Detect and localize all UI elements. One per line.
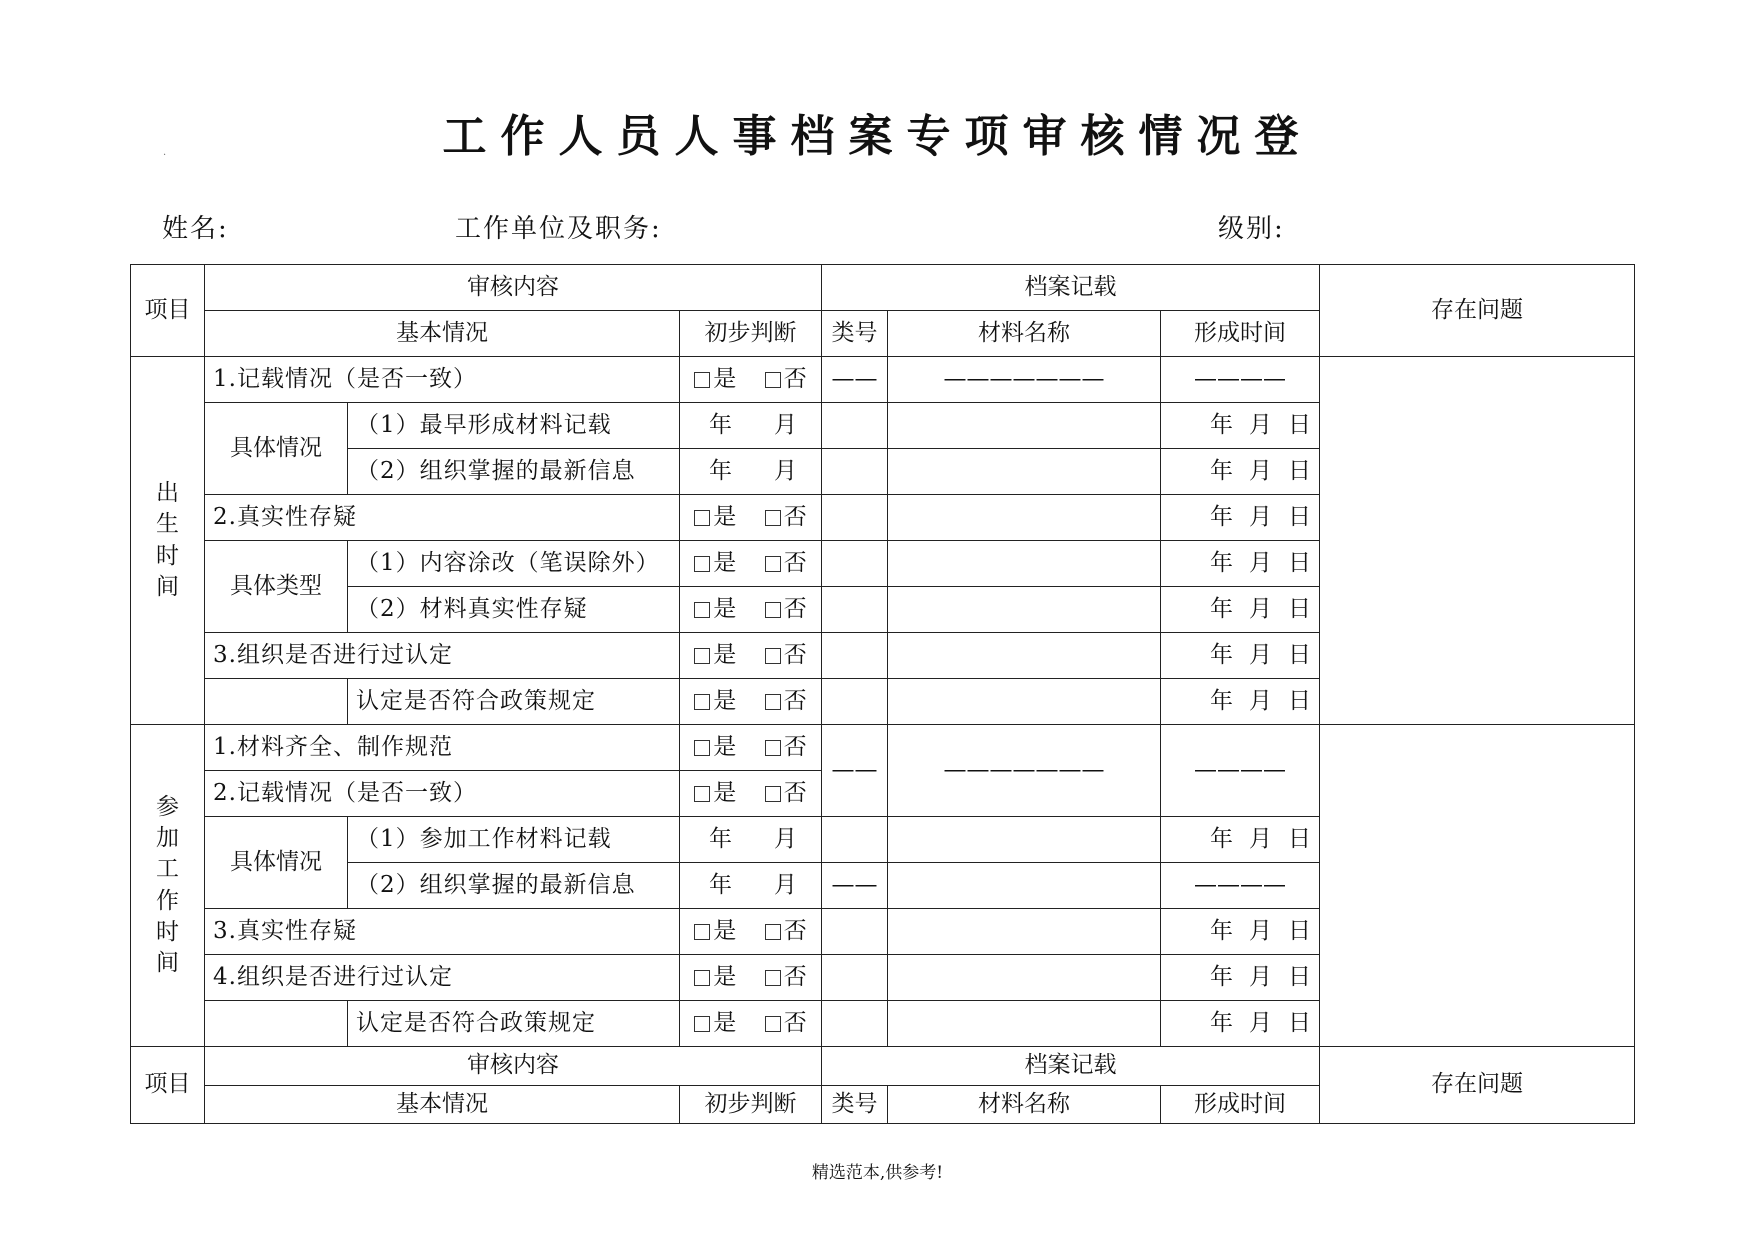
year-month[interactable]: 年 月 bbox=[680, 403, 822, 449]
header-archive: 档案记载 bbox=[822, 1047, 1320, 1086]
yes-no-check[interactable]: 是 否 bbox=[680, 541, 822, 587]
row-label: （1）内容涂改（笔误除外） bbox=[348, 541, 680, 587]
header-prelim: 初步判断 bbox=[680, 311, 822, 357]
checkbox-icon bbox=[765, 970, 781, 986]
year-month[interactable]: 年 月 bbox=[680, 863, 822, 909]
section-label-work: 参 加 工 作 时 间 bbox=[131, 725, 205, 1047]
dash: ———— bbox=[1161, 725, 1320, 817]
date-cell[interactable]: 年 月 日 bbox=[1161, 495, 1320, 541]
checkbox-icon bbox=[694, 648, 710, 664]
checkbox-icon bbox=[694, 556, 710, 572]
checkbox-icon bbox=[765, 786, 781, 802]
checkbox-icon bbox=[765, 740, 781, 756]
header-archive: 档案记载 bbox=[822, 265, 1320, 311]
row-label: 认定是否符合政策规定 bbox=[348, 1001, 680, 1047]
row-label: 3.组织是否进行过认定 bbox=[205, 633, 680, 679]
corner-mark: · bbox=[163, 150, 167, 161]
header-audit: 审核内容 bbox=[205, 265, 822, 311]
checkbox-icon bbox=[765, 648, 781, 664]
header-material: 材料名称 bbox=[888, 311, 1161, 357]
yes-no-check[interactable]: 是 否 bbox=[680, 587, 822, 633]
date-cell[interactable]: 年 月 日 bbox=[1161, 541, 1320, 587]
header-issue: 存在问题 bbox=[1320, 265, 1635, 357]
checkbox-icon bbox=[694, 602, 710, 618]
checkbox-icon bbox=[694, 924, 710, 940]
year-month[interactable]: 年 月 bbox=[680, 449, 822, 495]
checkbox-icon bbox=[694, 740, 710, 756]
header-prelim: 初步判断 bbox=[680, 1085, 822, 1124]
audit-table bbox=[130, 264, 1635, 1124]
section-label-birth: 出 生 时 间 bbox=[131, 357, 205, 725]
header-basic: 基本情况 bbox=[205, 311, 680, 357]
header-basic: 基本情况 bbox=[205, 1085, 680, 1124]
footer-note: 精选范本,供参考! bbox=[811, 1163, 944, 1183]
year-month[interactable]: 年 月 bbox=[680, 817, 822, 863]
row-label: （2）材料真实性存疑 bbox=[348, 587, 680, 633]
table-row bbox=[131, 725, 1635, 771]
checkbox-icon bbox=[765, 556, 781, 572]
issue-cell[interactable] bbox=[1320, 357, 1635, 725]
row-label: （1）最早形成材料记载 bbox=[348, 403, 680, 449]
row-label: 3.真实性存疑 bbox=[205, 909, 680, 955]
header-row-bottom bbox=[131, 1047, 1635, 1086]
dash: —— bbox=[822, 725, 888, 817]
unit-field-label: 工作单位及职务: bbox=[455, 214, 662, 244]
date-cell[interactable]: 年 月 日 bbox=[1161, 403, 1320, 449]
checkbox-icon bbox=[694, 1016, 710, 1032]
row-label: 具体情况 bbox=[205, 403, 348, 495]
row-label: 2.真实性存疑 bbox=[205, 495, 680, 541]
yes-no-check[interactable]: 是 否 bbox=[680, 1001, 822, 1047]
level-field-label: 级别: bbox=[1218, 214, 1285, 244]
header-type-no: 类号 bbox=[822, 311, 888, 357]
header-formed: 形成时间 bbox=[1161, 1085, 1320, 1124]
row-label: （1）参加工作材料记载 bbox=[348, 817, 680, 863]
row-label: （2）组织掌握的最新信息 bbox=[348, 449, 680, 495]
document-title: 工作人员人事档案专项审核情况登 bbox=[442, 111, 1313, 162]
row-label: 具体类型 bbox=[205, 541, 348, 633]
header-type-no: 类号 bbox=[822, 1085, 888, 1124]
date-cell[interactable]: 年 月 日 bbox=[1161, 817, 1320, 863]
date-cell[interactable]: 年 月 日 bbox=[1161, 633, 1320, 679]
yes-no-check[interactable]: 是 否 bbox=[680, 679, 822, 725]
row-label: 具体情况 bbox=[205, 817, 348, 909]
date-cell[interactable]: 年 月 日 bbox=[1161, 909, 1320, 955]
dash: ———— bbox=[1161, 357, 1320, 403]
yes-no-check[interactable]: 是 否 bbox=[680, 633, 822, 679]
issue-cell[interactable] bbox=[1320, 725, 1635, 1047]
row-label: 1.材料齐全、制作规范 bbox=[205, 725, 680, 771]
yes-no-check[interactable]: 是 否 bbox=[680, 495, 822, 541]
checkbox-icon bbox=[694, 786, 710, 802]
row-label: 4.组织是否进行过认定 bbox=[205, 955, 680, 1001]
yes-no-check[interactable]: 是 否 bbox=[680, 725, 822, 771]
name-field-label: 姓名: bbox=[162, 214, 229, 244]
header-item: 项目 bbox=[131, 265, 205, 357]
checkbox-icon bbox=[765, 694, 781, 710]
checkbox-icon bbox=[765, 510, 781, 526]
date-cell[interactable]: 年 月 日 bbox=[1161, 587, 1320, 633]
header-row-top bbox=[131, 265, 1635, 311]
checkbox-icon bbox=[765, 372, 781, 388]
checkbox-icon bbox=[765, 602, 781, 618]
yes-no-check[interactable]: 是 否 bbox=[680, 357, 822, 403]
checkbox-icon bbox=[765, 924, 781, 940]
dash: ——————— bbox=[888, 725, 1161, 817]
yes-no-check[interactable]: 是 否 bbox=[680, 771, 822, 817]
checkbox-icon bbox=[694, 510, 710, 526]
table-row bbox=[131, 357, 1635, 403]
header-formed: 形成时间 bbox=[1161, 311, 1320, 357]
checkbox-icon bbox=[694, 372, 710, 388]
yes-no-check[interactable]: 是 否 bbox=[680, 909, 822, 955]
date-cell[interactable]: 年 月 日 bbox=[1161, 955, 1320, 1001]
dash: —— bbox=[822, 863, 888, 909]
dash: ———— bbox=[1161, 863, 1320, 909]
row-label: 1.记载情况（是否一致） bbox=[205, 357, 680, 403]
date-cell[interactable]: 年 月 日 bbox=[1161, 449, 1320, 495]
dash: ——————— bbox=[888, 357, 1161, 403]
header-material: 材料名称 bbox=[888, 1085, 1161, 1124]
header-item: 项目 bbox=[131, 1047, 205, 1124]
row-label: 2.记载情况（是否一致） bbox=[205, 771, 680, 817]
row-label: （2）组织掌握的最新信息 bbox=[348, 863, 680, 909]
dash: —— bbox=[822, 357, 888, 403]
checkbox-icon bbox=[694, 970, 710, 986]
header-audit: 审核内容 bbox=[205, 1047, 822, 1086]
date-cell[interactable]: 年 月 日 bbox=[1161, 1001, 1320, 1047]
yes-no-check[interactable]: 是 否 bbox=[680, 955, 822, 1001]
header-issue: 存在问题 bbox=[1320, 1047, 1635, 1124]
row-label: 认定是否符合政策规定 bbox=[348, 679, 680, 725]
date-cell[interactable]: 年 月 日 bbox=[1161, 679, 1320, 725]
checkbox-icon bbox=[765, 1016, 781, 1032]
checkbox-icon bbox=[694, 694, 710, 710]
